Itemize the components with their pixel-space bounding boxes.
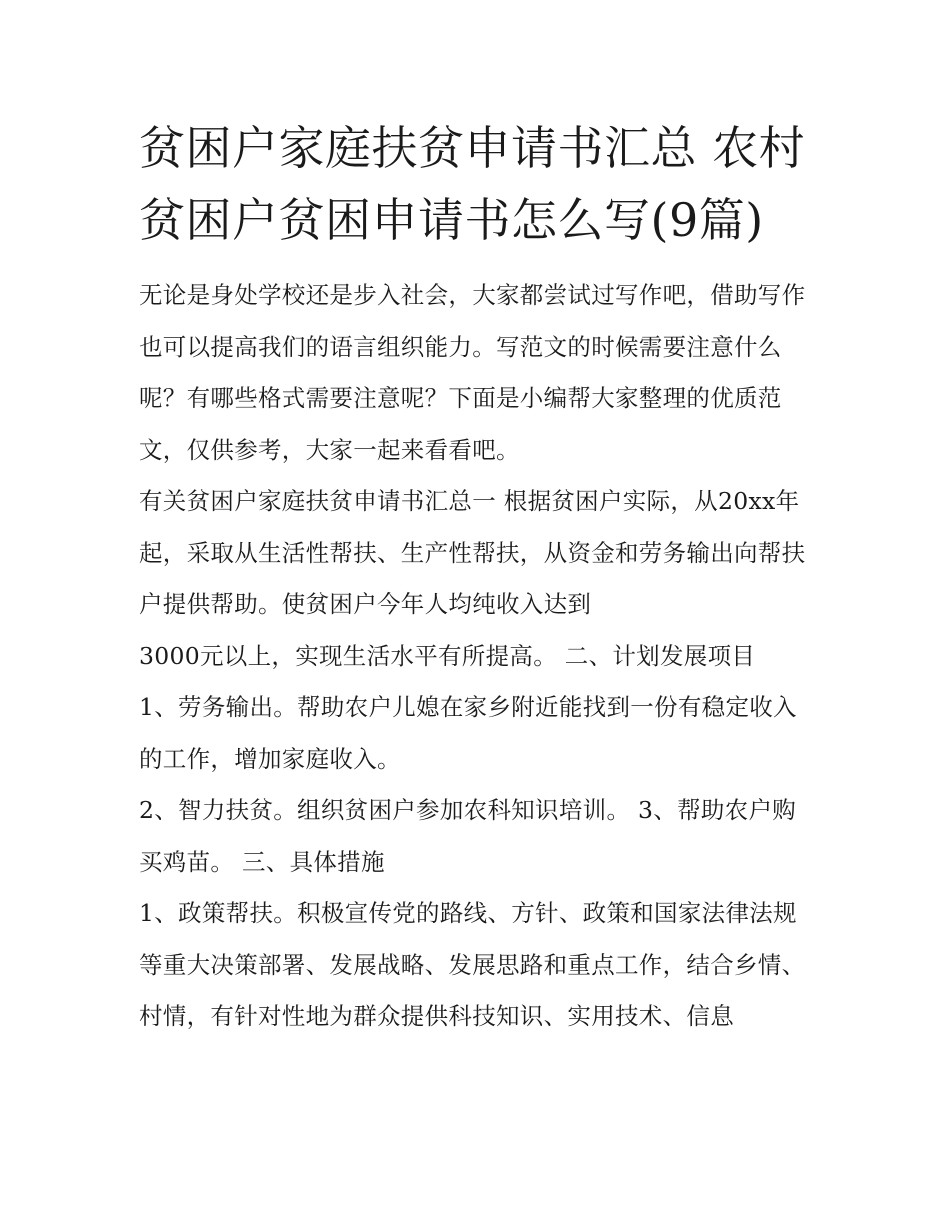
- paragraph-policy-aid: 1、政策帮扶。积极宣传党的路线、方针、政策和国家法律法规等重大决策部署、发展战略、发展思路和重点工作，结合乡情、村情，有针对性地为群众提供科技知识、实用技术、信息: [139, 899, 806, 1030]
- paragraph-summary-one: 有关贫困户家庭扶贫申请书汇总一 根据贫困户实际，从20xx年起，采取从生活性帮扶、生产性帮扶，从资金和劳务输出向帮扶户提供帮助。使贫困户今年人均纯收入达到: [139, 487, 806, 618]
- paragraph-labor-export: 1、劳务输出。帮助农户儿媳在家乡附近能找到一份有稳定收入的工作，增加家庭收入。: [139, 693, 797, 773]
- document-page: [139, 112, 815, 1043]
- document-title: 贫困户家庭扶贫申请书汇总 农村贫困户贫困申请书怎么写(9篇): [139, 121, 806, 247]
- paragraph-income-target: 3000元以上，实现生活水平有所提高。 二、计划发展项目: [139, 641, 756, 670]
- paragraph-intellectual-aid: 2、智力扶贫。组织贫困户参加农科知识培训。 3、帮助农户购买鸡苗。 三、具体措施: [139, 796, 797, 876]
- paragraph-intro: 无论是身处学校还是步入社会，大家都尝试过写作吧，借助写作也可以提高我们的语言组织能力。写范文的时候需要注意什么呢？有哪些格式需要注意呢？下面是小编帮大家整理的优质范文，仅供参考，大家一起来看看吧。: [139, 281, 806, 464]
